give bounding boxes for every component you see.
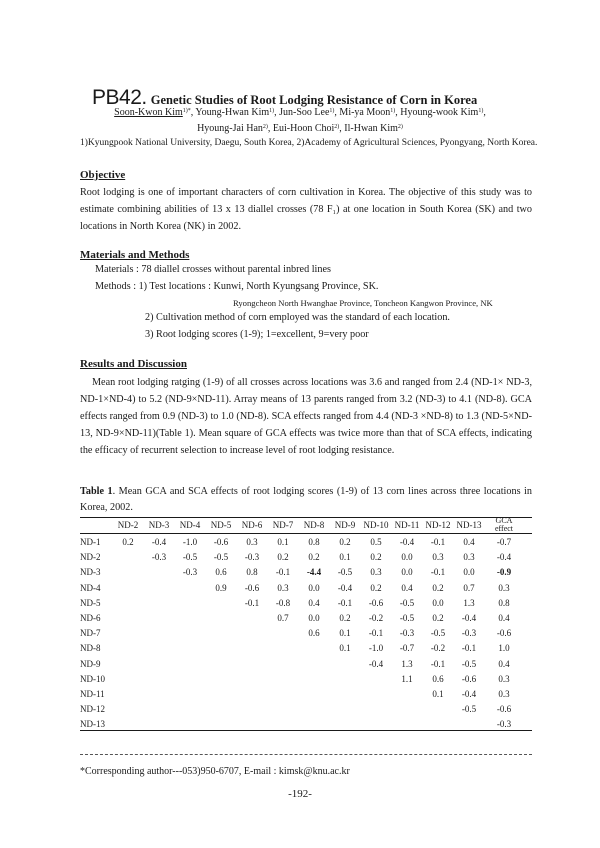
results-heading: Results and Discussion — [80, 358, 187, 370]
table-cell: -0.6 — [461, 673, 477, 684]
author-name-text: Il-Hwan Kim — [344, 123, 398, 134]
table-cell: -0.4 — [399, 537, 415, 547]
table-cell: 1.3 — [401, 658, 413, 669]
table-cell: -0.1 — [337, 597, 353, 608]
abstract-code: PB42. — [92, 86, 147, 109]
table-cell: 0.0 — [401, 552, 413, 563]
table-cell: -0.4 — [461, 689, 477, 699]
table-cell: -0.1 — [461, 643, 477, 654]
table-cell: 0.1 — [339, 552, 351, 563]
table-bottom-rule — [80, 730, 532, 731]
table-caption — [80, 484, 532, 516]
row-label: ND-5 — [80, 597, 101, 608]
author-name — [279, 107, 334, 118]
table-cell: -0.4 — [337, 582, 353, 593]
table-cell: 0.0 — [308, 613, 320, 623]
table-cell: -0.5 — [430, 628, 446, 639]
corresponding-author: *Corresponding author---053)950-6707, E-mail : kimsk@knu.ac.kr — [80, 766, 350, 777]
author-affiliation-mark: 1) — [269, 108, 275, 114]
table-cell: -0.1 — [244, 597, 260, 608]
row-label: ND-1 — [80, 537, 101, 547]
author-name-text: Jun-Soo Lee — [279, 107, 330, 118]
table-cell: 0.6 — [308, 628, 320, 639]
table-header-rule — [80, 533, 532, 534]
table-cell: 0.8 — [246, 567, 258, 578]
gca-effect-cell: 0.8 — [498, 597, 510, 608]
results-text: Mean root lodging ratging (1-9) of all crosses across locations was 3.6 and ranged from 2.4 (ND-1× ND-3, ND-1×ND-4) to 5.2 (ND-9×ND-11). Array means of 13 parents ranged from 3.2 (ND-3) to 4.1 (ND-8). GCA effects ranged from 0.9 (ND-3) to 1.0 (ND-8). SCA effects ranged from 4.4 (ND-3 ×ND-8) to 1.3 (ND-5×ND-13, ND-9×ND-11)(Table 1). Mean square of GCA effects was twice more than that of SCA effects, indicating the efficacy of recurrent selection to increase level of root lodging resistance. — [80, 377, 532, 456]
column-header: ND-2 — [117, 520, 139, 530]
table-cell: 0.0 — [401, 567, 413, 578]
table-label: Table 1 — [80, 486, 113, 497]
row-label: ND-8 — [80, 643, 101, 654]
author-affiliation-mark: 1)* — [182, 108, 191, 114]
table-cell: 0.2 — [122, 537, 134, 547]
author-name — [195, 107, 274, 118]
author-line-1: Soon-Kwon Kim$^{1)*}$, Young-Hwan Kim$^{1)}$, Jun-Soo Lee$^{1)}$, Mi-ya Moon$^{1)}$, Hyoung-wook Kim$^{1)}$, — [114, 107, 486, 118]
author-name — [114, 107, 191, 118]
author-name — [339, 107, 395, 118]
row-label: ND-12 — [80, 704, 105, 715]
table-cell: -0.3 — [461, 628, 477, 639]
row-label: ND-9 — [80, 658, 101, 669]
gca-effect-cell: -0.3 — [496, 719, 512, 730]
table-cell: -0.1 — [275, 567, 291, 578]
gca-effect-cell: 0.3 — [498, 673, 510, 684]
table-cell: -0.1 — [430, 567, 446, 578]
table-cell: 0.3 — [432, 552, 444, 563]
table-cell: 0.2 — [339, 537, 351, 547]
gca-effect-cell: -0.4 — [496, 552, 512, 563]
table-cell: -0.5 — [399, 613, 415, 623]
table-cell: 0.4 — [463, 537, 475, 547]
gca-header-sub: effect — [494, 524, 514, 533]
table-cell: -0.6 — [244, 582, 260, 593]
row-label: ND-4 — [80, 582, 101, 593]
table-cell: -0.1 — [430, 537, 446, 547]
table-cell: 0.8 — [308, 537, 320, 547]
table-cell: -0.5 — [337, 567, 353, 578]
gca-header: GCA — [495, 516, 513, 525]
table-cell: 0.3 — [246, 537, 258, 547]
materials-line: Materials : 78 diallel crosses without parental inbred lines — [95, 264, 331, 275]
author-name-text: Young-Hwan Kim — [195, 107, 270, 118]
table-cell: -0.3 — [399, 628, 415, 639]
row-label: ND-2 — [80, 552, 101, 563]
table-cell: -0.7 — [399, 643, 415, 654]
row-label: ND-13 — [80, 719, 105, 730]
table-cell: -0.8 — [275, 597, 291, 608]
objective-heading: Objective — [80, 169, 126, 181]
table-cell: -0.6 — [368, 597, 384, 608]
table-cell: -0.6 — [213, 537, 229, 547]
table-cell: -1.0 — [182, 537, 198, 547]
author-name-text: Mi-ya Moon — [339, 107, 391, 118]
gca-effect-cell: 0.3 — [498, 689, 510, 699]
author-name-text: Soon-Kwon Kim — [114, 107, 183, 118]
row-label: ND-11 — [80, 689, 105, 699]
table-cell: 0.2 — [308, 552, 320, 563]
nk-locations: Ryongcheon North Hwanghae Province, Toncheon Kangwon Province, NK — [233, 298, 493, 308]
table-cell: 0.5 — [370, 537, 382, 547]
author-name — [344, 123, 403, 134]
gca-effect-cell: -0.9 — [496, 567, 512, 578]
row-label: ND-6 — [80, 613, 101, 623]
methods-item-2: 2) Cultivation method of corn employed was the standard of each location. — [145, 312, 450, 323]
author-name-text: Hyoung-wook Kim — [400, 107, 479, 118]
author-name-text: Hyoung-Jai Han — [197, 123, 263, 134]
author-affiliation-mark: 1) — [390, 108, 396, 114]
table-cell: 0.1 — [277, 537, 289, 547]
table-cell: 0.2 — [432, 582, 444, 593]
footnote-divider — [80, 754, 532, 755]
column-header: ND-13 — [456, 520, 482, 530]
gca-effect-cell: 0.4 — [498, 658, 510, 669]
methods-heading: Materials and Methods — [80, 249, 190, 261]
table-cell: 0.0 — [463, 567, 475, 578]
objective-text: Root lodging is one of important characters of corn cultivation in Korea. The objective of this study was to estimate combining abilities of 13 x 13 diallel crosses (78 F₁) at one location in South Korea (SK) and two locations in North Korea (NK) in 2002. — [80, 187, 532, 232]
gca-effect-cell: -0.7 — [496, 537, 512, 547]
gca-effect-cell: 1.0 — [498, 643, 510, 654]
table-cell: -0.3 — [151, 552, 167, 563]
table-cell: -1.0 — [368, 643, 384, 654]
column-header: ND-9 — [334, 520, 356, 530]
methods-line: Methods : 1) Test locations : Kunwi, North Kyungsang Province, SK. — [95, 281, 379, 292]
table-cell: -0.5 — [461, 658, 477, 669]
table-cell: 0.4 — [308, 597, 320, 608]
column-header: ND-3 — [148, 520, 170, 530]
author-affiliation-mark: 2) — [262, 124, 268, 130]
gca-effect-cell: -0.6 — [496, 704, 512, 715]
row-label: ND-10 — [80, 673, 105, 684]
column-header: ND-8 — [303, 520, 325, 530]
table-cell: 0.1 — [339, 643, 351, 654]
table-top-rule — [80, 517, 532, 518]
column-header: ND-11 — [394, 520, 420, 530]
author-affiliation-mark: 2) — [334, 124, 340, 130]
table-cell: 0.2 — [277, 552, 289, 563]
table-cell: -0.2 — [430, 643, 446, 654]
table-cell: 1.1 — [401, 673, 413, 684]
title-text: Genetic Studies of Root Lodging Resistance of Corn in Korea — [150, 93, 478, 107]
table-cell: 0.1 — [339, 628, 351, 639]
author-name — [197, 123, 268, 134]
column-header: ND-4 — [179, 520, 201, 530]
author-name — [400, 107, 483, 118]
table-cell: 0.3 — [277, 582, 289, 593]
table-cell: -0.4 — [151, 537, 167, 547]
table-cell: 0.6 — [215, 567, 227, 578]
author-line-2: Hyoung-Jai Han$^{2)}$, Eui-Hoon Choi$^{2)}$, Il-Hwan Kim$^{2)}$ — [197, 123, 403, 134]
table-caption-text: . Mean GCA and SCA effects of root lodging scores (1-9) of 13 corn lines across three locations in Korea, 2002. — [80, 486, 532, 513]
table-cell: -0.5 — [213, 552, 229, 563]
row-label: ND-7 — [80, 628, 101, 639]
table-cell: 0.2 — [370, 582, 382, 593]
table-cell: 0.3 — [463, 552, 475, 563]
gca-effect-cell: 0.3 — [498, 582, 510, 593]
table-cell: 0.7 — [463, 582, 475, 593]
table-cell: -4.4 — [306, 567, 322, 578]
affiliation: 1)Kyungpook National University, Daegu, South Korea, 2)Academy of Agricultural Sciences, Pyongyang, North Korea. — [80, 138, 538, 148]
table-cell: 0.0 — [432, 597, 444, 608]
table-cell: -0.4 — [461, 613, 477, 623]
table-cell: 0.0 — [308, 582, 320, 593]
table-cell: 0.2 — [432, 613, 444, 623]
table-cell: 1.3 — [463, 597, 475, 608]
table-cell: -0.5 — [399, 597, 415, 608]
column-header: ND-7 — [272, 520, 294, 530]
table-cell: 0.2 — [370, 552, 382, 563]
table-cell: 0.6 — [432, 673, 444, 684]
table-cell: -0.5 — [461, 704, 477, 715]
row-label: ND-3 — [80, 567, 101, 578]
table-cell: -0.2 — [368, 613, 384, 623]
author-name-text: Eui-Hoon Choi — [272, 123, 335, 134]
author-affiliation-mark: 1) — [329, 108, 335, 114]
gca-effect-cell: 0.4 — [498, 613, 510, 623]
author-name — [273, 123, 339, 134]
table-cell: -0.3 — [244, 552, 260, 563]
table-cell: 0.7 — [277, 613, 289, 623]
methods-item-3: 3) Root lodging scores (1-9); 1=excellent, 9=very poor — [145, 329, 369, 340]
table-cell: -0.3 — [182, 567, 198, 578]
gca-effect-cell: -0.6 — [496, 628, 512, 639]
column-header: ND-5 — [210, 520, 232, 530]
table-cell: -0.4 — [368, 658, 384, 669]
column-header: ND-12 — [425, 520, 451, 530]
author-affiliation-mark: 1) — [478, 108, 484, 114]
table-cell: 0.1 — [432, 689, 444, 699]
table-cell: -0.1 — [430, 658, 446, 669]
column-header: ND-10 — [363, 520, 389, 530]
table-cell: 0.9 — [215, 582, 227, 593]
table-cell: -0.5 — [182, 552, 198, 563]
author-affiliation-mark: 2) — [397, 124, 403, 130]
page-number: -192- — [288, 788, 312, 800]
column-header: ND-6 — [241, 520, 263, 530]
table-cell: 0.3 — [370, 567, 382, 578]
table-cell: 0.2 — [339, 613, 351, 623]
table-cell: -0.1 — [368, 628, 384, 639]
table-cell: 0.4 — [401, 582, 413, 593]
